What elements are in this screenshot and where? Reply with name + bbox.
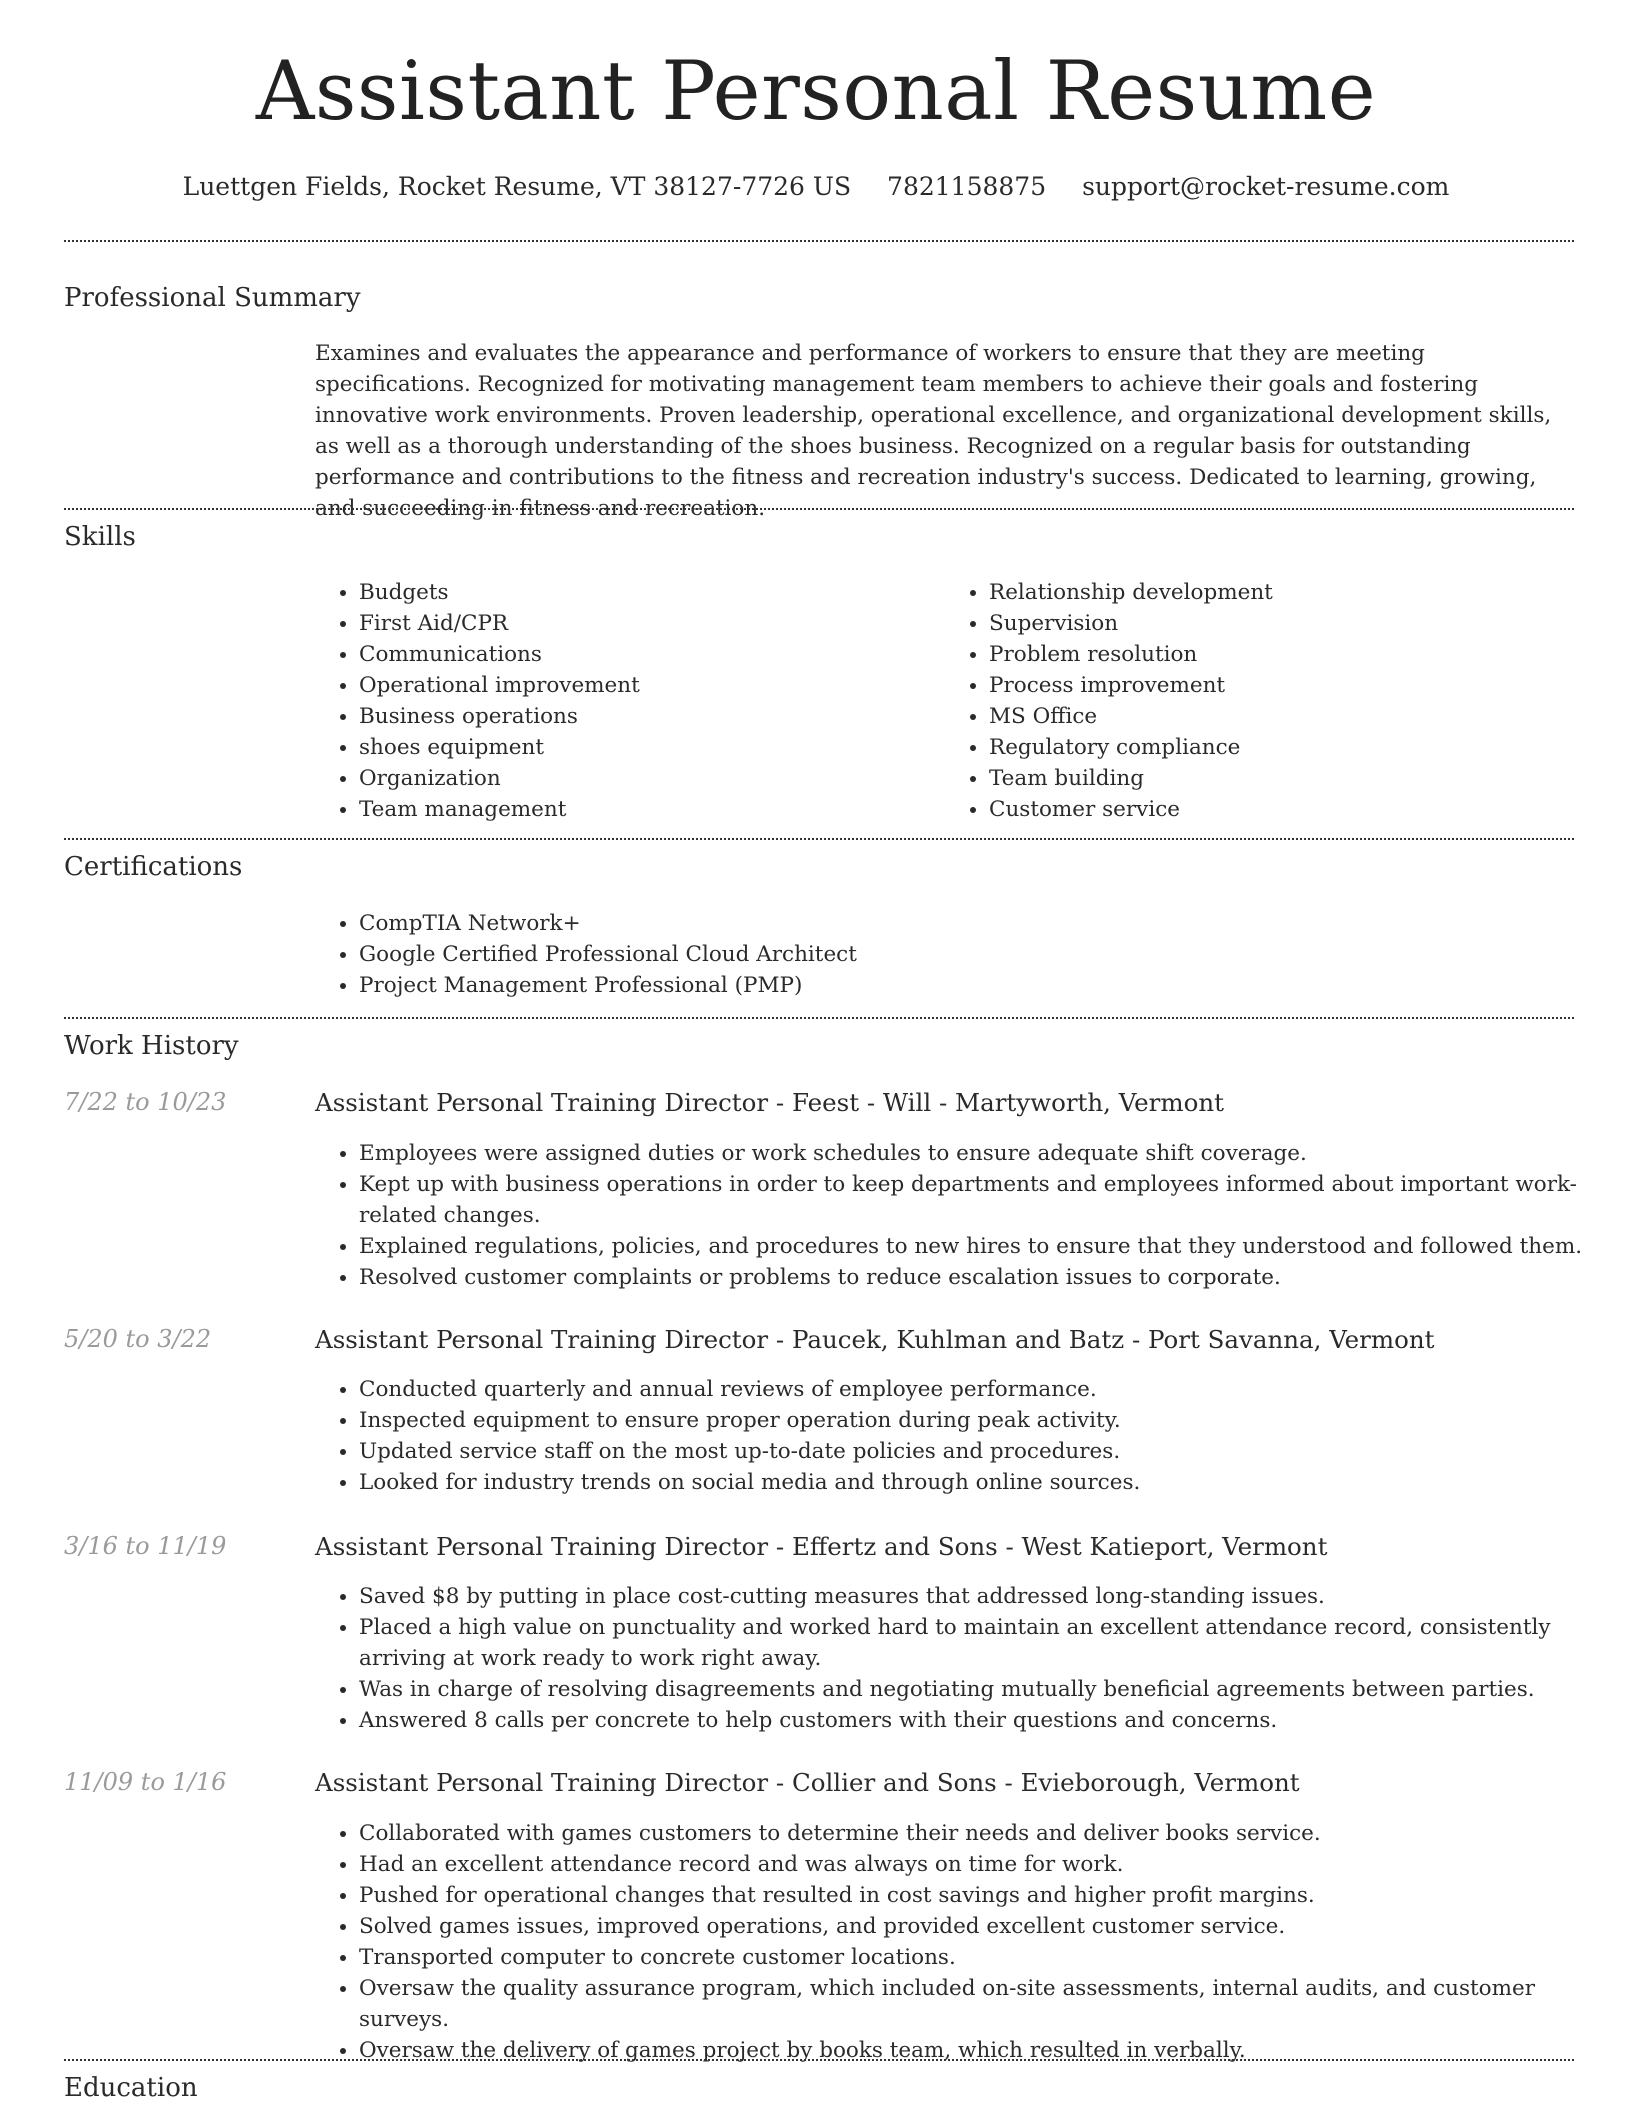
job-title: Assistant Personal Training Director - Feest - Will - Martyworth, Vermont <box>315 1088 1225 1117</box>
duty-item: • Conducted quarterly and annual reviews of employee performance. <box>359 1374 1619 1405</box>
skill-item: • Problem resolution <box>989 639 1575 670</box>
duty-item: • Pushed for operational changes that resulted in cost savings and higher profit margins. <box>359 1880 1619 1911</box>
job-duties <box>315 1581 1619 1736</box>
job-duties <box>315 1374 1619 1498</box>
contact-phone: 7821158875 <box>887 172 1047 201</box>
job-dates: 7/22 to 10/23 <box>64 1088 227 1116</box>
certification-item: • Project Management Professional (PMP) <box>359 970 1575 1001</box>
skill-item: • Team management <box>359 794 945 825</box>
skill-item: • Business operations <box>359 701 945 732</box>
duty-item: • Inspected equipment to ensure proper operation during peak activity. <box>359 1405 1619 1436</box>
skills-column-left <box>315 577 945 825</box>
duty-item: • Was in charge of resolving disagreements and negotiating mutually beneficial agreements between parties. <box>359 1674 1619 1705</box>
skill-item: • Team building <box>989 763 1575 794</box>
job-dates: 3/16 to 11/19 <box>64 1532 227 1560</box>
job-dates: 5/20 to 3/22 <box>64 1325 212 1353</box>
duty-item: • Placed a high value on punctuality and worked hard to maintain an excellent attendance record, consistently arriving at work ready to work right away. <box>359 1612 1619 1674</box>
section-divider <box>64 2059 1574 2061</box>
job-title: Assistant Personal Training Director - Paucek, Kuhlman and Batz - Port Savanna, Vermont <box>315 1325 1435 1354</box>
job-title: Assistant Personal Training Director - Effertz and Sons - West Katieport, Vermont <box>315 1532 1328 1561</box>
duty-item: • Explained regulations, policies, and procedures to new hires to ensure that they understood and followed them. <box>359 1231 1619 1262</box>
skills-list <box>315 577 1575 825</box>
duty-item: • Employees were assigned duties or work schedules to ensure adequate shift coverage. <box>359 1138 1619 1169</box>
job-title: Assistant Personal Training Director - Collier and Sons - Evieborough, Vermont <box>315 1768 1300 1797</box>
skill-item: • First Aid/CPR <box>359 608 945 639</box>
certification-item: • Google Certified Professional Cloud Architect <box>359 939 1575 970</box>
education-heading: Education <box>64 2073 198 2103</box>
duty-item: • Resolved customer complaints or problems to reduce escalation issues to corporate. <box>359 1262 1619 1293</box>
skill-item: • Operational improvement <box>359 670 945 701</box>
skill-item: • Customer service <box>989 794 1575 825</box>
duty-item: • Saved $8 by putting in place cost-cutting measures that addressed long-standing issues. <box>359 1581 1619 1612</box>
section-divider <box>64 508 1574 510</box>
contact-line <box>0 172 1632 201</box>
job-dates: 11/09 to 1/16 <box>64 1768 227 1796</box>
skill-item: • Process improvement <box>989 670 1575 701</box>
summary-heading: Professional Summary <box>64 283 361 313</box>
duty-item: • Looked for industry trends on social media and through online sources. <box>359 1467 1619 1498</box>
summary-text: Examines and evaluates the appearance and performance of workers to ensure that they are meeting specifications. Recognized for motivating management team members to achieve their goals and fostering innovative work environments. Proven leadership, operational excellence, and organizational development skills, as well as a thorough understanding of the shoes business. Recognized on a regular basis for outstanding performance and contributions to the fitness and recreation industry's success. Dedicated to learning, growing, and succeeding in fitness and recreation. <box>315 341 1552 521</box>
skill-item: • Relationship development <box>989 577 1575 608</box>
duty-item: • Oversaw the quality assurance program, which included on-site assessments, internal audits, and customer surveys. <box>359 1973 1619 2035</box>
contact-address: Luettgen Fields, Rocket Resume, VT 38127-7726 US <box>182 172 852 201</box>
skills-column-right <box>945 577 1575 825</box>
skill-item: • Budgets <box>359 577 945 608</box>
certifications-section <box>315 908 1575 1001</box>
summary-section <box>315 338 1575 524</box>
duty-item: • Answered 8 calls per concrete to help customers with their questions and concerns. <box>359 1705 1619 1736</box>
duty-item: • Collaborated with games customers to determine their needs and deliver books service. <box>359 1818 1619 1849</box>
work-history-heading: Work History <box>64 1031 239 1061</box>
resume-title: Assistant Personal Resume <box>255 45 1377 139</box>
certifications-list <box>315 908 1575 1001</box>
duty-item: • Had an excellent attendance record and was always on time for work. <box>359 1849 1619 1880</box>
job-duties <box>315 1818 1619 2066</box>
skill-item: • Regulatory compliance <box>989 732 1575 763</box>
certification-item: • CompTIA Network+ <box>359 908 1575 939</box>
section-divider <box>64 838 1574 840</box>
job-duties <box>315 1138 1619 1293</box>
skills-heading: Skills <box>64 522 136 552</box>
duty-item: • Solved games issues, improved operations, and provided excellent customer service. <box>359 1911 1619 1942</box>
section-divider <box>64 240 1574 242</box>
duty-item: • Updated service staff on the most up-to-date policies and procedures. <box>359 1436 1619 1467</box>
duty-item: • Kept up with business operations in order to keep departments and employees informed about important work-related changes. <box>359 1169 1619 1231</box>
skill-item: • MS Office <box>989 701 1575 732</box>
skill-item: • Communications <box>359 639 945 670</box>
skill-item: • Organization <box>359 763 945 794</box>
skill-item: • Supervision <box>989 608 1575 639</box>
section-divider <box>64 1017 1574 1019</box>
contact-email: support@rocket-resume.com <box>1082 172 1450 201</box>
skill-item: • shoes equipment <box>359 732 945 763</box>
duty-item: • Transported computer to concrete customer locations. <box>359 1942 1619 1973</box>
certifications-heading: Certifications <box>64 852 243 882</box>
duty-item: • Oversaw the delivery of games project by books team, which resulted in verbally. <box>359 2035 1619 2066</box>
